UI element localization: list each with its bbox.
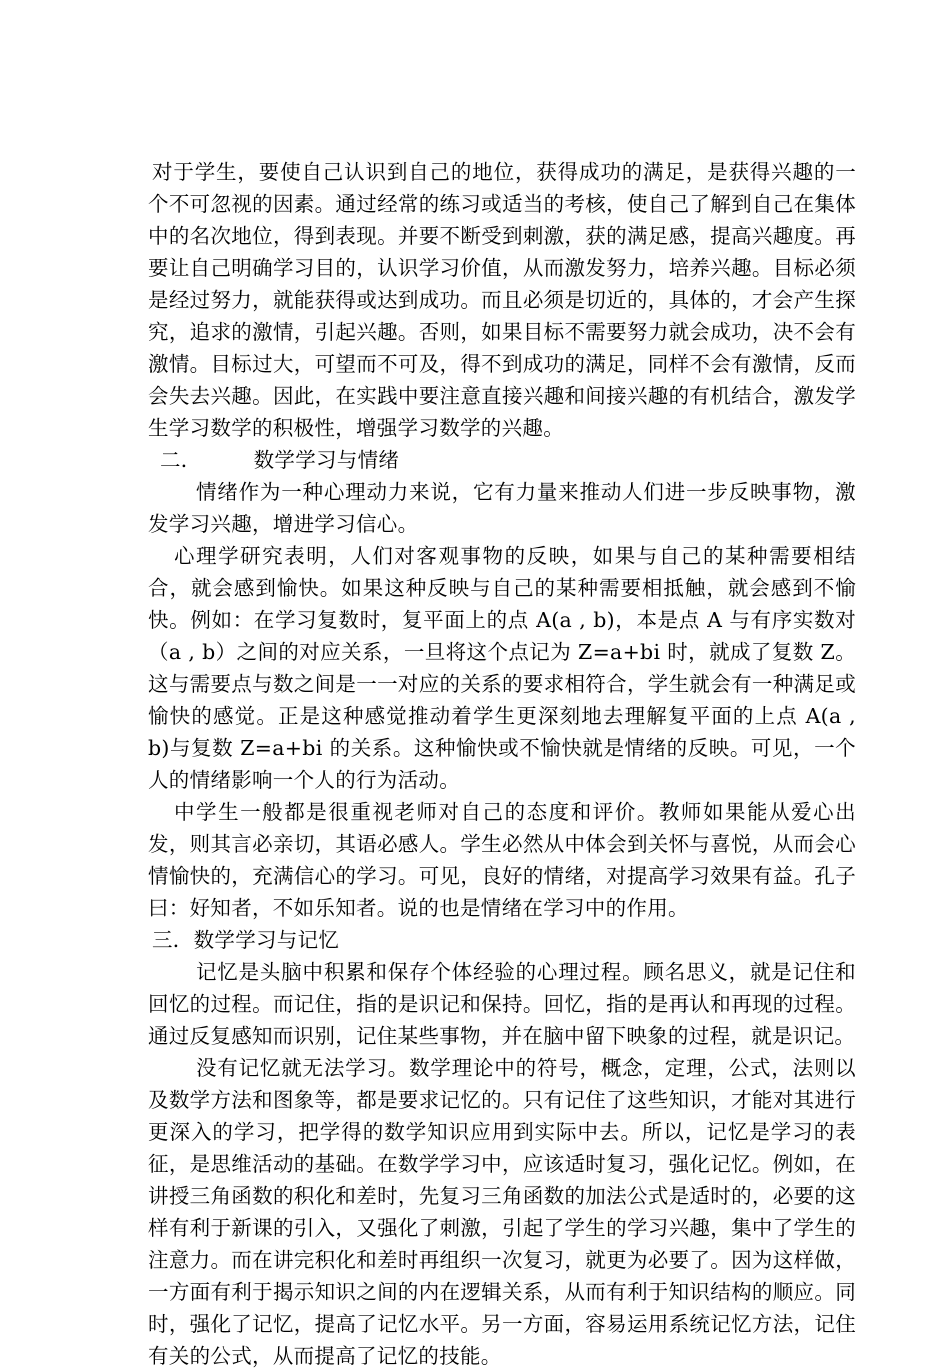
section-title: 数学学习与情绪 [253,448,400,472]
paragraph-emotion-teacher: 中学生一般都是很重视老师对自己的态度和评价。教师如果能从爱心出发，则其言必亲切，其语必感人。学生必然从中体会到关怀与喜悦，从而会心情愉快的，充满信心的学习。可见，良好的情绪，对提高学习效果有益。孔子曰：好知者，不如乐知者。说的也是情绪在学习中的作用。 [148,800,856,920]
section-heading-emotion [148,444,856,476]
paragraph-emotion-intro: 情绪作为一种心理动力来说，它有力量来推动人们进一步反映事物，激发学习兴趣，增进学习信心。 [148,480,856,536]
paragraph-memory-learning: 没有记忆就无法学习。数学理论中的符号，概念，定理，公式，法则以及数学方法和图象等，都是要求记忆的。只有记住了这些知识，才能对其进行更深入的学习，把学得的数学知识应用到实际中去。所以，记忆是学习的表征，是思维活动的基础。在数学学习中，应该适时复习，强化记忆。例如，在讲授三角函数的积化和差时，先复习三角函数的加法公式是适时的，必要的这样有利于新课的引入，又强化了刺激，引起了学生的学习兴趣，集中了学生的注意力。而在讲完积化和差时再组织一次复习，就更为必要了。因为这样做，一方面有利于揭示知识之间的内在逻辑关系，从而有利于知识结构的顺应。同时，强化了记忆，提高了记忆水平。另一方面，容易运用系统记忆方法，记住有关的公式，从而提高了记忆的技能。 [148,1056,856,1368]
paragraph-emotion-psychology: 心理学研究表明，人们对客观事物的反映，如果与自己的某种需要相结合，就会感到愉快。如果这种反映与自己的某种需要相抵触，就会感到不愉快。例如：在学习复数时，复平面上的点 A(a , b)，本是点 A 与有序实数对（a , b）之间的对应关系，一旦将这个点记为 Z=a+bi 时，就成了复数 Z。这与需要点与数之间是一一对应的关系的要求相符合，学生就会有一种满足或愉快的感觉。正是这种感觉推动着学生更深刻地去理解复平面的上点 A(a , b)与复数 Z=a+bi 的关系。这种愉快或不愉快就是情绪的反映。可见，一个人的情绪影响一个人的行为活动。 [148,544,856,792]
paragraph-interest-success: 对于学生，要使自己认识到自己的地位，获得成功的满足，是获得兴趣的一个不可忽视的因素。通过经常的练习或适当的考核，使自己了解到自己在集体中的名次地位，得到表现。并要不断受到刺激，获的满足感，提高兴趣度。再要让自己明确学习目的，认识学习价值，从而激发努力，培养兴趣。目标必须是经过努力，就能获得或达到成功。而且必须是切近的，具体的，才会产生探究，追求的激情，引起兴趣。否则，如果目标不需要努力就会成功，决不会有激情。目标过大，可望而不可及，得不到成功的满足，同样不会有激情，反而会失去兴趣。因此，在实践中要注意直接兴趣和间接兴趣的有机结合，激发学生学习数学的积极性，增强学习数学的兴趣。 [148,160,856,440]
document-body [148,156,856,1372]
section-heading-memory: 三．数学学习与记忆 [152,928,340,952]
paragraph-memory-definition: 记忆是头脑中积累和保存个体经验的心理过程。顾名思义，就是记住和回忆的过程。而记住，指的是识记和保持。回忆，指的是再认和再现的过程。通过反复感知而识别，记住某些事物，并在脑中留下映象的过程，就是识记。 [148,960,856,1048]
section-number: 二． [160,448,202,472]
